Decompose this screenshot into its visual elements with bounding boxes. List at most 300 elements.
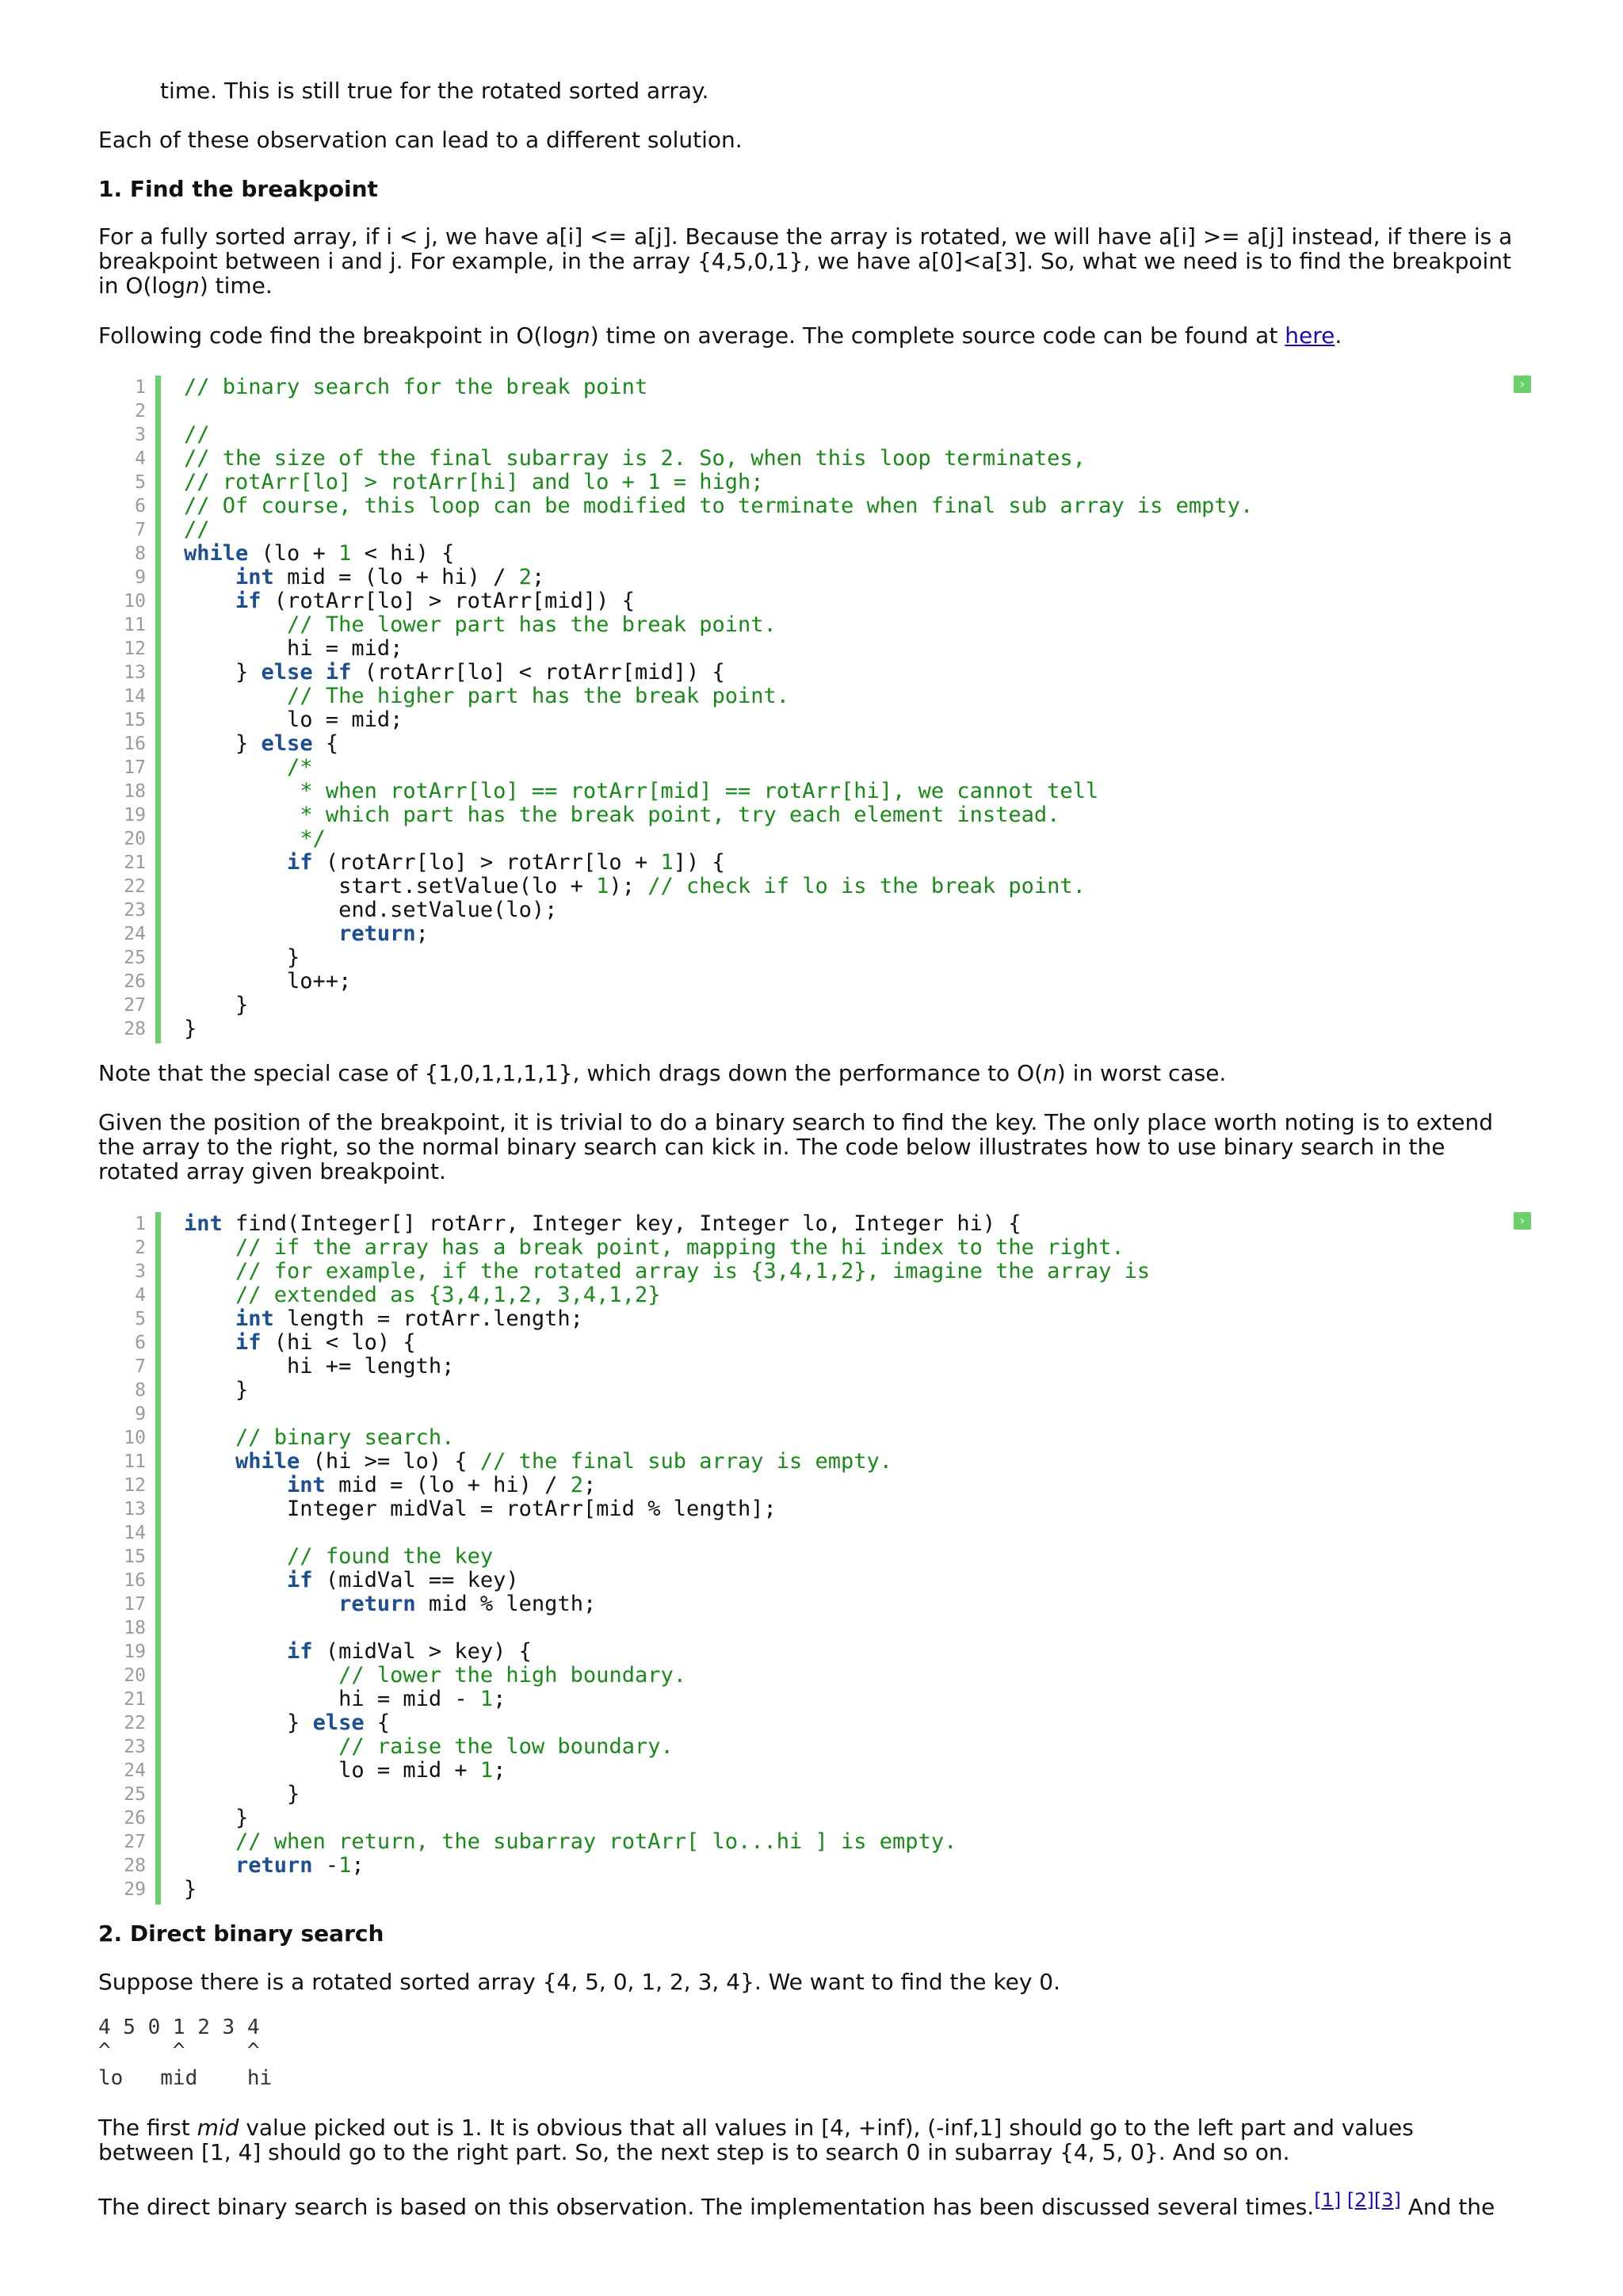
code-line — [98, 376, 1509, 399]
code-line — [98, 1592, 1509, 1616]
code-token: } — [184, 1016, 197, 1041]
code-token: return — [338, 921, 416, 946]
code-token — [184, 1425, 235, 1450]
code-token — [184, 1544, 287, 1569]
code-text — [184, 637, 403, 661]
reference-link-3[interactable]: [3] — [1373, 2189, 1401, 2211]
code-token: ; — [582, 1473, 597, 1497]
code-text — [184, 1426, 454, 1450]
code-line — [98, 732, 1509, 756]
code-line — [98, 970, 1509, 994]
code-token: return — [235, 1853, 313, 1878]
code-token: int — [184, 1211, 223, 1236]
code-line — [98, 1236, 1509, 1260]
code-token: } — [184, 1877, 197, 1901]
code-text — [184, 685, 789, 708]
line-number: 13 — [124, 1499, 146, 1520]
code-text — [184, 1355, 454, 1379]
line-number: 17 — [124, 1594, 146, 1615]
code-text — [184, 1569, 519, 1592]
code-token: mid % length; — [415, 1592, 597, 1616]
code-line — [98, 875, 1509, 898]
code-token: * which part has the break point, try each element instead. — [300, 803, 1060, 827]
code-token: */ — [300, 826, 326, 851]
code-token: // binary search for the break point — [184, 375, 648, 399]
line-number: 6 — [135, 1333, 146, 1353]
code-token: ; — [351, 1853, 365, 1878]
code-token: } — [184, 731, 262, 756]
code-line — [98, 518, 1509, 542]
line-number: 28 — [124, 1855, 146, 1876]
code-block-breakpoint — [98, 376, 1534, 1043]
code-token: { — [364, 1711, 391, 1735]
code-text — [184, 423, 210, 447]
paragraph-breakpoint-line3 — [98, 273, 1525, 298]
code-line — [98, 1379, 1509, 1402]
text-run: The direct binary search is based on this observation. The implementation has been discussed several times. — [98, 2194, 1315, 2220]
code-text — [184, 827, 326, 851]
code-line — [98, 1759, 1509, 1783]
code-text — [184, 1711, 390, 1735]
code-text — [184, 1640, 532, 1664]
code-text — [184, 1331, 416, 1355]
code-token: // — [184, 517, 210, 542]
code-token: 1 — [479, 1687, 494, 1711]
line-number: 19 — [124, 805, 146, 826]
code-token — [184, 850, 287, 875]
code-token: (hi < lo) { — [261, 1330, 416, 1355]
code-line — [98, 922, 1509, 946]
line-number: 16 — [124, 1570, 146, 1591]
code-token: ; — [493, 1687, 506, 1711]
code-line — [98, 399, 1509, 423]
code-text — [184, 518, 210, 542]
paragraph-given-position-line3: rotated array given breakpoint. — [98, 1158, 446, 1184]
code-token: while — [184, 541, 249, 566]
line-number: 26 — [124, 971, 146, 992]
code-token: // The lower part has the break point. — [287, 612, 777, 637]
code-text — [184, 994, 248, 1017]
code-token: // extended as {3,4,1,2, 3,4,1,2} — [235, 1283, 661, 1307]
line-number: 21 — [124, 1689, 146, 1710]
line-number: 2 — [135, 401, 146, 421]
code-line — [98, 1854, 1509, 1878]
line-number: 8 — [135, 1380, 146, 1401]
code-token: // binary search. — [235, 1425, 455, 1450]
line-number: 15 — [124, 1547, 146, 1567]
code-token — [184, 684, 287, 708]
code-token: } — [184, 1711, 313, 1735]
code-line — [98, 708, 1509, 732]
code-line — [98, 1616, 1509, 1640]
code-token — [184, 1639, 287, 1664]
code-text — [184, 1212, 1022, 1236]
line-number: 29 — [124, 1879, 146, 1900]
code-token: // lower the high boundary. — [338, 1663, 686, 1688]
code-text — [184, 447, 1086, 471]
code-token: // rotArr[lo] > rotArr[hi] and lo + 1 = high; — [184, 470, 764, 494]
code-token: ; — [531, 565, 545, 589]
code-token: if — [287, 1639, 313, 1664]
code-token: int — [235, 1306, 274, 1331]
line-number: 12 — [124, 1475, 146, 1496]
code-text — [184, 542, 454, 566]
code-text — [184, 1283, 660, 1307]
code-token: // — [184, 422, 210, 447]
line-number: 14 — [124, 686, 146, 707]
code-text — [184, 922, 429, 946]
code-token — [184, 1829, 235, 1854]
code-token: ; — [493, 1758, 506, 1783]
code-token — [184, 1235, 235, 1260]
code-token: if — [287, 1568, 313, 1592]
code-token: // the size of the final subarray is 2. So, when this loop terminates, — [184, 446, 1086, 471]
code-token: // raise the low boundary. — [338, 1734, 674, 1759]
line-number: 27 — [124, 995, 146, 1016]
line-number: 7 — [135, 520, 146, 540]
line-number: 22 — [124, 1713, 146, 1733]
code-token: (midVal == key) — [312, 1568, 519, 1592]
code-line — [98, 1331, 1509, 1355]
code-line — [98, 1830, 1509, 1854]
source-code-link[interactable]: here — [1285, 322, 1335, 349]
code-text — [184, 851, 725, 875]
code-text — [184, 1260, 1150, 1283]
code-token: else — [312, 1711, 365, 1735]
code-token: mid = (lo + hi) / — [273, 565, 519, 589]
code-text — [184, 471, 764, 494]
line-number: 10 — [124, 1428, 146, 1448]
code-line — [98, 780, 1509, 803]
code-text — [184, 898, 557, 922]
italic-mid: mid — [197, 2115, 239, 2141]
code-token: // when return, the subarray rotArr[ lo...hi ] is empty. — [235, 1829, 957, 1854]
paragraph-breakpoint-line2: breakpoint between i and j. For example, in the array {4,5,0,1}, we have a[0]<a[3]. So, what we need is to find the breakpoint — [98, 248, 1512, 274]
code-token: { — [312, 731, 339, 756]
code-token — [184, 612, 287, 637]
code-token: (hi >= lo) { — [300, 1449, 480, 1474]
text-run: And the — [1400, 2194, 1495, 2220]
paragraph-following-code — [98, 323, 1525, 348]
code-token: ]) { — [673, 850, 725, 875]
example-label-line: lo mid hi — [98, 2066, 273, 2090]
code-line — [98, 494, 1509, 518]
code-line — [98, 637, 1509, 661]
code-token — [184, 779, 300, 803]
code-token: Integer midVal = rotArr[mid % length]; — [184, 1497, 777, 1521]
code-token: // if the array has a break point, mapping the hi index to the right. — [235, 1235, 1125, 1260]
paragraph-observations: Each of these observation can lead to a different solution. — [98, 127, 743, 153]
code-line — [98, 566, 1509, 589]
italic-n: n — [185, 273, 200, 299]
code-text — [184, 1878, 197, 1901]
code-token — [184, 826, 300, 851]
code-text — [184, 1592, 596, 1616]
code-line — [98, 1878, 1509, 1901]
code-line — [98, 1402, 1509, 1426]
code-token: while — [235, 1449, 300, 1474]
code-token: 1 — [596, 874, 609, 898]
code-token: hi = mid; — [184, 636, 403, 661]
code-token: hi += length; — [184, 1354, 455, 1379]
code-line — [98, 1521, 1509, 1545]
code-token: (rotArr[lo] > rotArr[mid]) { — [261, 589, 635, 613]
code-line — [98, 447, 1509, 471]
code-token: * when rotArr[lo] == rotArr[mid] == rotArr[hi], we cannot tell — [300, 779, 1099, 803]
code-token: int — [235, 565, 274, 589]
line-number: 27 — [124, 1832, 146, 1852]
code-token — [184, 1473, 287, 1497]
code-line — [98, 1640, 1509, 1664]
code-line — [98, 803, 1509, 827]
code-text — [184, 780, 1098, 803]
code-text — [184, 1236, 1125, 1260]
code-token: (rotArr[lo] > rotArr[lo + — [312, 850, 661, 875]
paragraph-direct-search — [98, 2189, 1525, 2220]
code-token — [184, 1568, 287, 1592]
code-line — [98, 589, 1509, 613]
code-line — [98, 1569, 1509, 1592]
code-text — [184, 1017, 197, 1041]
paragraph-given-position-line1: Given the position of the breakpoint, it is trivial to do a binary search to find the key. The only place worth noting is to extend — [98, 1109, 1494, 1135]
line-number: 22 — [124, 876, 146, 897]
code-token: } — [184, 1806, 249, 1830]
code-text — [184, 756, 313, 780]
code-line — [98, 1283, 1509, 1307]
code-token: length = rotArr.length; — [273, 1306, 583, 1331]
code-line — [98, 471, 1509, 494]
code-token: mid = (lo + hi) / — [325, 1473, 571, 1497]
code-token: } — [184, 945, 300, 970]
code-token: 1 — [479, 1758, 494, 1783]
code-text — [184, 1830, 957, 1854]
reference-link-2[interactable]: [2] — [1346, 2189, 1374, 2211]
code-token: return — [338, 1592, 416, 1616]
reference-link-1[interactable]: [1] — [1314, 2189, 1342, 2211]
code-text — [184, 1307, 583, 1331]
line-number: 17 — [124, 757, 146, 778]
code-token: 1 — [660, 850, 674, 875]
line-number: 9 — [135, 567, 146, 588]
line-number: 23 — [124, 1737, 146, 1757]
example-array-line: 4 5 0 1 2 3 4 — [98, 2016, 260, 2039]
line-number: 19 — [124, 1642, 146, 1662]
text-run: Note that the special case of {1,0,1,1,1,1}, which drags down the performance to O( — [98, 1060, 1044, 1086]
code-token — [184, 755, 287, 780]
code-token: 2 — [570, 1473, 583, 1497]
code-text — [184, 732, 338, 756]
code-text — [184, 803, 1060, 827]
code-text — [184, 970, 351, 994]
code-text — [184, 1759, 506, 1783]
line-number: 12 — [124, 639, 146, 659]
code-token — [184, 589, 235, 613]
line-number: 25 — [124, 1784, 146, 1805]
code-text — [184, 875, 1086, 898]
paragraph-first-mid-line2: between [1, 4] should go to the right part. So, the next step is to search 0 in subarray {4, 5, 0}. And so on. — [98, 2139, 1290, 2165]
code-token — [184, 1306, 235, 1331]
line-number: 24 — [124, 924, 146, 944]
code-token: lo = mid + — [184, 1758, 480, 1783]
line-number: 3 — [135, 1261, 146, 1282]
code-line — [98, 613, 1509, 637]
text-run: The first — [98, 2115, 197, 2141]
code-token: else — [261, 731, 313, 756]
italic-n: n — [576, 322, 590, 349]
code-text — [184, 1664, 686, 1688]
code-text — [184, 1474, 596, 1497]
code-token: } — [184, 993, 249, 1017]
code-line — [98, 661, 1509, 685]
code-token — [184, 1734, 338, 1759]
code-token: 1 — [338, 541, 352, 566]
code-text — [184, 661, 725, 685]
code-token: // the final sub array is empty. — [479, 1449, 893, 1474]
code-text — [184, 1688, 506, 1711]
code-token — [184, 1259, 235, 1283]
line-number: 24 — [124, 1760, 146, 1781]
line-number: 11 — [124, 615, 146, 635]
code-text — [184, 1379, 248, 1402]
code-token: lo = mid; — [184, 707, 403, 732]
line-number: 25 — [124, 948, 146, 968]
code-line — [98, 1426, 1509, 1450]
code-line — [98, 851, 1509, 875]
code-line — [98, 1497, 1509, 1521]
code-token: } — [184, 1782, 300, 1806]
text-run: in O(log — [98, 273, 186, 299]
paragraph-first-mid-line1 — [98, 2115, 1525, 2140]
line-number: 21 — [124, 852, 146, 873]
line-number: 20 — [124, 1665, 146, 1686]
line-number: 14 — [124, 1523, 146, 1543]
code-token: (midVal > key) { — [312, 1639, 532, 1664]
view-source-icon[interactable]: › — [1514, 376, 1531, 393]
code-token — [184, 1663, 338, 1688]
line-number: 4 — [135, 1285, 146, 1306]
code-token: lo++; — [184, 969, 352, 994]
view-source-icon[interactable]: › — [1514, 1212, 1531, 1230]
line-number: 18 — [124, 1618, 146, 1638]
line-number: 6 — [135, 496, 146, 517]
code-line — [98, 898, 1509, 922]
code-token — [184, 1592, 338, 1616]
code-token — [184, 1449, 235, 1474]
paragraph-intro-tail: time. This is still true for the rotated sorted array. — [160, 78, 709, 104]
code-line — [98, 1017, 1509, 1041]
text-run: ) time. — [199, 273, 273, 299]
code-text — [184, 1854, 365, 1878]
code-line — [98, 1307, 1509, 1331]
code-token: hi = mid - — [184, 1687, 480, 1711]
code-text — [184, 613, 777, 637]
code-line — [98, 994, 1509, 1017]
line-number: 7 — [135, 1356, 146, 1377]
line-number: 23 — [124, 900, 146, 921]
italic-n: n — [1043, 1060, 1057, 1086]
code-token: - — [312, 1853, 339, 1878]
text-run: ) in worst case. — [1056, 1060, 1227, 1086]
code-token — [184, 921, 338, 946]
line-number: 26 — [124, 1808, 146, 1829]
paragraph-special-case — [98, 1061, 1525, 1085]
code-text — [184, 1450, 892, 1474]
code-line — [98, 756, 1509, 780]
line-number: 1 — [135, 377, 146, 398]
code-text — [184, 376, 647, 399]
text-run: . — [1335, 322, 1342, 349]
text-run: Following code find the breakpoint in O(log — [98, 322, 577, 349]
line-number: 5 — [135, 472, 146, 493]
code-token — [184, 1283, 235, 1307]
code-line — [98, 542, 1509, 566]
line-number: 20 — [124, 829, 146, 849]
code-text — [184, 1806, 248, 1830]
code-line — [98, 1355, 1509, 1379]
code-token: < hi) { — [351, 541, 455, 566]
code-token — [184, 803, 300, 827]
code-token: end.setValue(lo); — [184, 898, 558, 922]
code-line — [98, 1783, 1509, 1806]
code-text — [184, 1783, 300, 1806]
code-token: else if — [261, 660, 352, 685]
example-caret-line: ^ ^ ^ — [98, 2039, 260, 2063]
code-text — [184, 589, 635, 613]
code-token: find(Integer[] rotArr, Integer key, Integer lo, Integer hi) { — [222, 1211, 1022, 1236]
paragraph-suppose: Suppose there is a rotated sorted array {4, 5, 0, 1, 2, 3, 4}. We want to find the key 0. — [98, 1969, 1061, 1995]
code-text — [184, 1545, 493, 1569]
code-token: // Of course, this loop can be modified to terminate when final sub array is empty. — [184, 494, 1254, 518]
code-line — [98, 1450, 1509, 1474]
text-run: ) time on average. The complete source code can be found at — [590, 322, 1285, 349]
code-token: // for example, if the rotated array is {3,4,1,2}, imagine the array is — [235, 1259, 1151, 1283]
code-text — [184, 494, 1253, 518]
text-run: value picked out is 1. It is obvious that all values in [4, +inf), (-inf,1] should go to the left part and values — [239, 2115, 1414, 2141]
line-number: 11 — [124, 1451, 146, 1472]
line-number: 9 — [135, 1404, 146, 1425]
paragraph-given-position-line2: the array to the right, so the normal binary search can kick in. The code below illustrates how to use binary search in the — [98, 1134, 1445, 1160]
code-token: if — [235, 589, 262, 613]
code-token: start.setValue(lo + — [184, 874, 597, 898]
code-token: // check if lo is the break point. — [647, 874, 1086, 898]
code-token: int — [287, 1473, 326, 1497]
section-heading-breakpoint: 1. Find the breakpoint — [98, 176, 378, 202]
line-number: 16 — [124, 734, 146, 754]
line-number: 8 — [135, 543, 146, 564]
line-number: 5 — [135, 1309, 146, 1329]
code-token — [184, 565, 235, 589]
code-text — [184, 1497, 777, 1521]
code-text — [184, 1735, 674, 1759]
code-line — [98, 827, 1509, 851]
line-number: 18 — [124, 781, 146, 802]
code-text — [184, 946, 300, 970]
code-token: /* — [287, 755, 313, 780]
code-token: 1 — [338, 1853, 352, 1878]
code-line — [98, 1806, 1509, 1830]
code-token — [184, 1853, 235, 1878]
code-line — [98, 1711, 1509, 1735]
code-token: (lo + — [248, 541, 339, 566]
code-text — [184, 708, 403, 732]
code-token: if — [235, 1330, 262, 1355]
section-heading-direct-search: 2. Direct binary search — [98, 1920, 384, 1947]
code-token: (rotArr[lo] < rotArr[mid]) { — [351, 660, 725, 685]
code-line — [98, 423, 1509, 447]
code-line — [98, 1545, 1509, 1569]
code-line — [98, 1664, 1509, 1688]
code-token — [184, 1330, 235, 1355]
